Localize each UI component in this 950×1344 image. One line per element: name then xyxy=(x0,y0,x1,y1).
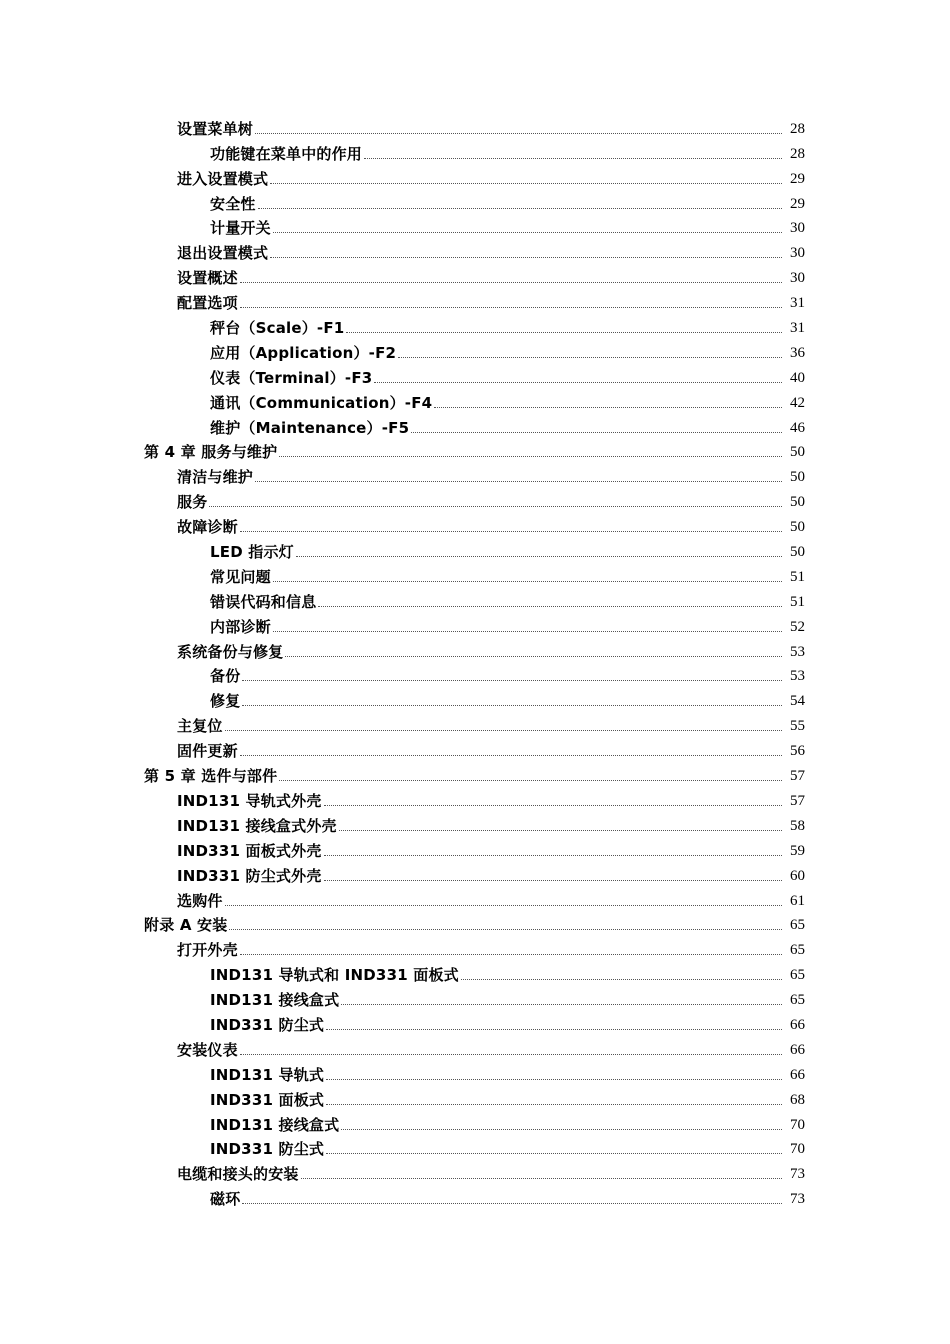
toc-entry[interactable] xyxy=(0,314,950,339)
dot-leader xyxy=(240,307,782,308)
toc-entry-page-number: 31 xyxy=(790,320,805,337)
toc-entry-title: 系统备份与修复 xyxy=(177,642,284,661)
toc-entry-title: IND131 接线盒式 xyxy=(210,991,340,1010)
dot-leader xyxy=(398,357,782,358)
toc-entry-title: 选购件 xyxy=(177,891,223,910)
toc-entry[interactable] xyxy=(0,1136,950,1161)
toc-entry-title: LED 指示灯 xyxy=(210,543,294,562)
toc-entry[interactable] xyxy=(0,986,950,1011)
toc-entry-title: IND131 导轨式 xyxy=(210,1065,325,1084)
dot-leader xyxy=(411,432,782,433)
toc-entry[interactable] xyxy=(0,1036,950,1061)
dot-leader xyxy=(324,880,782,881)
toc-entry-page-number: 68 xyxy=(790,1091,805,1108)
toc-entry-page-number: 73 xyxy=(790,1166,805,1183)
toc-entry[interactable] xyxy=(0,588,950,613)
toc-entry[interactable] xyxy=(0,414,950,439)
toc-entry-title: 清洁与维护 xyxy=(177,468,254,487)
toc-entry-page-number: 57 xyxy=(790,768,805,785)
toc-entry[interactable] xyxy=(0,862,950,887)
toc-entry-page-number: 53 xyxy=(790,668,805,685)
toc-entry[interactable] xyxy=(0,613,950,638)
toc-entry-title: 功能键在菜单中的作用 xyxy=(210,144,363,163)
toc-entry-page-number: 65 xyxy=(790,967,805,984)
dot-leader xyxy=(341,1004,782,1005)
toc-entry-page-number: 60 xyxy=(790,867,805,884)
toc-entry-title: 第 5 章 选件与部件 xyxy=(144,767,278,786)
dot-leader xyxy=(242,1203,782,1204)
toc-entry-page-number: 50 xyxy=(790,544,805,561)
toc-entry-page-number: 36 xyxy=(790,344,805,361)
toc-entry-title: IND331 防尘式外壳 xyxy=(177,866,322,885)
toc-entry-title: 打开外壳 xyxy=(177,941,238,960)
toc-entry[interactable] xyxy=(0,638,950,663)
toc-entry[interactable] xyxy=(0,190,950,215)
toc-entry-title: IND331 面板式 xyxy=(210,1090,325,1109)
toc-entry[interactable] xyxy=(0,663,950,688)
toc-entry[interactable] xyxy=(0,787,950,812)
toc-entry-title: 备份 xyxy=(210,667,241,686)
toc-entry[interactable] xyxy=(0,115,950,140)
toc-entry-page-number: 65 xyxy=(790,942,805,959)
dot-leader xyxy=(270,257,782,258)
dot-leader xyxy=(240,1054,782,1055)
dot-leader xyxy=(301,1178,782,1179)
toc-entry[interactable] xyxy=(0,1011,950,1036)
toc-entry-page-number: 70 xyxy=(790,1116,805,1133)
toc-entry-page-number: 50 xyxy=(790,444,805,461)
dot-leader xyxy=(324,805,782,806)
toc-entry-title: 故障诊断 xyxy=(177,518,238,537)
toc-entry[interactable] xyxy=(0,364,950,389)
toc-entry-title: IND131 导轨式和 IND331 面板式 xyxy=(210,966,459,985)
dot-leader xyxy=(326,1079,782,1080)
toc-entry-page-number: 66 xyxy=(790,1016,805,1033)
toc-entry-page-number: 66 xyxy=(790,1066,805,1083)
toc-entry[interactable] xyxy=(0,463,950,488)
toc-entry-page-number: 61 xyxy=(790,892,805,909)
toc-entry[interactable] xyxy=(0,439,950,464)
dot-leader xyxy=(324,855,782,856)
dot-leader xyxy=(242,705,782,706)
toc-entry-title: 磁环 xyxy=(210,1190,241,1209)
dot-leader xyxy=(273,631,782,632)
dot-leader xyxy=(255,133,782,134)
toc-entry-title: 电缆和接头的安装 xyxy=(177,1165,299,1184)
toc-entry-title: 进入设置模式 xyxy=(177,169,269,188)
toc-entry[interactable] xyxy=(0,1061,950,1086)
toc-entry[interactable] xyxy=(0,1160,950,1185)
toc-entry-page-number: 40 xyxy=(790,369,805,386)
toc-entry-page-number: 53 xyxy=(790,643,805,660)
toc-entry-title: 设置菜单树 xyxy=(177,119,254,138)
toc-entry-page-number: 28 xyxy=(790,120,805,137)
toc-entry-page-number: 70 xyxy=(790,1141,805,1158)
toc-entry-title: 设置概述 xyxy=(177,269,238,288)
toc-entry-title: 配置选项 xyxy=(177,294,238,313)
toc-entry-page-number: 30 xyxy=(790,245,805,262)
toc-entry[interactable] xyxy=(0,289,950,314)
dot-leader xyxy=(273,581,782,582)
toc-entry[interactable] xyxy=(0,165,950,190)
toc-entry-title: IND331 面板式外壳 xyxy=(177,841,322,860)
toc-entry-page-number: 59 xyxy=(790,842,805,859)
toc-entry-title: 维护（Maintenance）-F5 xyxy=(210,418,410,437)
dot-leader xyxy=(364,158,782,159)
dot-leader xyxy=(279,780,782,781)
dot-leader xyxy=(240,282,782,283)
toc-entry[interactable] xyxy=(0,912,950,937)
toc-entry-page-number: 54 xyxy=(790,693,805,710)
toc-entry[interactable] xyxy=(0,563,950,588)
dot-leader xyxy=(209,506,782,507)
toc-entry[interactable] xyxy=(0,1086,950,1111)
dot-leader xyxy=(326,1153,782,1154)
toc-entry-title: 服务 xyxy=(177,493,208,512)
toc-entry-page-number: 51 xyxy=(790,568,805,585)
dot-leader xyxy=(258,208,782,209)
dot-leader xyxy=(225,730,782,731)
dot-leader xyxy=(270,183,782,184)
dot-leader xyxy=(229,929,782,930)
table-of-contents xyxy=(0,115,950,1210)
toc-entry-page-number: 56 xyxy=(790,743,805,760)
toc-entry-page-number: 50 xyxy=(790,494,805,511)
toc-entry-page-number: 46 xyxy=(790,419,805,436)
toc-entry[interactable] xyxy=(0,737,950,762)
toc-entry-title: 仪表（Terminal）-F3 xyxy=(210,368,373,387)
toc-entry[interactable] xyxy=(0,687,950,712)
toc-entry[interactable] xyxy=(0,961,950,986)
dot-leader xyxy=(346,332,782,333)
dot-leader xyxy=(240,954,782,955)
dot-leader xyxy=(273,232,782,233)
toc-entry-title: 错误代码和信息 xyxy=(210,592,317,611)
toc-entry-title: 固件更新 xyxy=(177,742,238,761)
toc-entry[interactable] xyxy=(0,140,950,165)
dot-leader xyxy=(255,481,782,482)
toc-entry-title: 退出设置模式 xyxy=(177,244,269,263)
dot-leader xyxy=(374,382,782,383)
dot-leader xyxy=(240,755,782,756)
toc-entry-title: IND131 接线盒式外壳 xyxy=(177,816,337,835)
toc-entry[interactable] xyxy=(0,389,950,414)
toc-entry[interactable] xyxy=(0,513,950,538)
dot-leader xyxy=(240,531,782,532)
toc-entry[interactable] xyxy=(0,215,950,240)
toc-entry-title: IND131 接线盒式 xyxy=(210,1115,340,1134)
toc-entry-title: 修复 xyxy=(210,692,241,711)
toc-entry-title: 计量开关 xyxy=(210,219,271,238)
toc-entry-title: 安装仪表 xyxy=(177,1040,238,1059)
toc-entry-title: 附录 A 安装 xyxy=(144,916,228,935)
dot-leader xyxy=(326,1104,782,1105)
toc-entry-page-number: 55 xyxy=(790,718,805,735)
toc-entry-title: 第 4 章 服务与维护 xyxy=(144,443,278,462)
toc-entry[interactable] xyxy=(0,1185,950,1210)
toc-entry[interactable] xyxy=(0,712,950,737)
toc-entry-page-number: 31 xyxy=(790,295,805,312)
toc-entry-title: IND331 防尘式 xyxy=(210,1140,325,1159)
toc-entry[interactable] xyxy=(0,239,950,264)
toc-entry-title: IND131 导轨式外壳 xyxy=(177,791,322,810)
toc-entry-title: IND331 防尘式 xyxy=(210,1015,325,1034)
dot-leader xyxy=(339,830,782,831)
toc-entry-page-number: 29 xyxy=(790,170,805,187)
toc-entry-title: 应用（Application）-F2 xyxy=(210,343,397,362)
toc-entry-page-number: 30 xyxy=(790,270,805,287)
toc-entry[interactable] xyxy=(0,538,950,563)
toc-entry[interactable] xyxy=(0,762,950,787)
dot-leader xyxy=(318,606,782,607)
toc-entry-page-number: 51 xyxy=(790,593,805,610)
dot-leader xyxy=(285,656,782,657)
dot-leader xyxy=(461,979,782,980)
toc-entry[interactable] xyxy=(0,1111,950,1136)
dot-leader xyxy=(341,1129,782,1130)
toc-entry-page-number: 28 xyxy=(790,145,805,162)
toc-entry-page-number: 57 xyxy=(790,792,805,809)
toc-entry-page-number: 29 xyxy=(790,195,805,212)
toc-entry[interactable] xyxy=(0,488,950,513)
toc-entry-title: 主复位 xyxy=(177,717,223,736)
toc-entry[interactable] xyxy=(0,887,950,912)
toc-entry[interactable] xyxy=(0,837,950,862)
dot-leader xyxy=(279,456,782,457)
dot-leader xyxy=(225,905,782,906)
toc-entry-title: 常见问题 xyxy=(210,567,271,586)
toc-entry-title: 内部诊断 xyxy=(210,617,271,636)
toc-entry-page-number: 42 xyxy=(790,394,805,411)
dot-leader xyxy=(296,556,782,557)
toc-entry[interactable] xyxy=(0,936,950,961)
toc-entry[interactable] xyxy=(0,339,950,364)
toc-entry-page-number: 73 xyxy=(790,1191,805,1208)
toc-entry-title: 秤台（Scale）-F1 xyxy=(210,319,345,338)
toc-entry-page-number: 52 xyxy=(790,618,805,635)
toc-entry[interactable] xyxy=(0,264,950,289)
toc-entry-page-number: 65 xyxy=(790,992,805,1009)
toc-entry-title: 通讯（Communication）-F4 xyxy=(210,393,433,412)
toc-entry-page-number: 66 xyxy=(790,1041,805,1058)
dot-leader xyxy=(326,1029,782,1030)
dot-leader xyxy=(434,407,782,408)
dot-leader xyxy=(242,680,782,681)
toc-entry-page-number: 50 xyxy=(790,519,805,536)
toc-entry-page-number: 65 xyxy=(790,917,805,934)
toc-entry-page-number: 30 xyxy=(790,220,805,237)
toc-entry-page-number: 50 xyxy=(790,469,805,486)
toc-entry-page-number: 58 xyxy=(790,817,805,834)
toc-entry[interactable] xyxy=(0,812,950,837)
toc-entry-title: 安全性 xyxy=(210,194,256,213)
